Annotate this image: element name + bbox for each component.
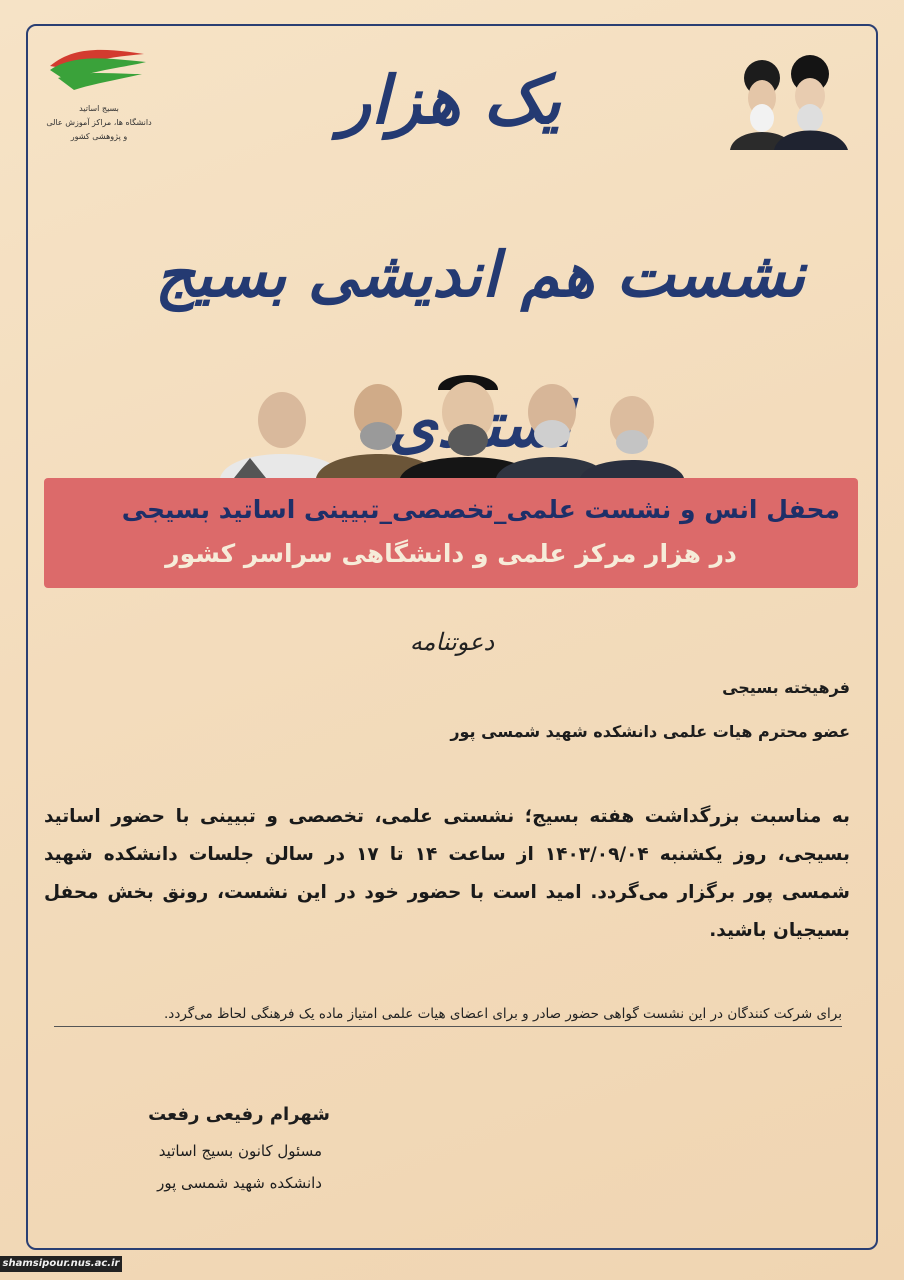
logo-text-line2: دانشگاه ها، مراکز آموزش عالی و پژوهشی کشور xyxy=(46,118,152,141)
signature-role: مسئول کانون بسیج اساتید xyxy=(158,1142,322,1160)
letter-greeting: فرهیخته بسیجی xyxy=(722,678,850,697)
signature-org: دانشکده شهید شمسی پور xyxy=(157,1174,322,1192)
site-watermark: shamsipour.nus.ac.ir xyxy=(0,1256,122,1272)
invitation-heading: دعوتنامه xyxy=(409,628,495,656)
letter-recipient: عضو محترم هیات علمی دانشکده شهید شمسی پور xyxy=(450,722,850,741)
basij-logo xyxy=(44,40,154,150)
signature-name: شهرام رفیعی رفعت xyxy=(148,1104,330,1125)
banner-line1: محفل انس و نشست علمی_تخصصی_تبیینی اساتید بسیجی xyxy=(121,495,840,524)
logo-text-line1: بسیج اساتید xyxy=(79,104,119,113)
event-banner xyxy=(44,478,858,588)
certificate-note: برای شرکت کنندگان در این نشست گواهی حضور صادر و برای اعضای هیات علمی امتیاز ماده یک فرهنگی لحاظ می‌گردد. xyxy=(54,1004,842,1027)
page-title: یک هزار xyxy=(339,61,561,139)
letter-body: به مناسبت بزرگداشت هفته بسیج؛ نشستی علمی، تخصصی و تبیینی با حضور اساتید بسیجی، روز یکشنبه ۱۴۰۳/۰۹/۰۴ از ساعت ۱۴ تا ۱۷ در سالن جلسات دانشکده شهید شمسی پور برگزار می‌گردد. امید است با حضور خود در این نشست، رونق بخش محفل بسیجیان باشید. xyxy=(44,806,850,941)
page-subtitle: نشست هم اندیشی بسیج xyxy=(154,238,806,311)
basij-logo-icon xyxy=(44,40,154,100)
banner-line2: در هزار مرکز علمی و دانشگاهی سراسر کشور xyxy=(165,539,737,568)
leaders-portrait xyxy=(724,40,864,150)
martyrs-portraits xyxy=(220,366,694,478)
